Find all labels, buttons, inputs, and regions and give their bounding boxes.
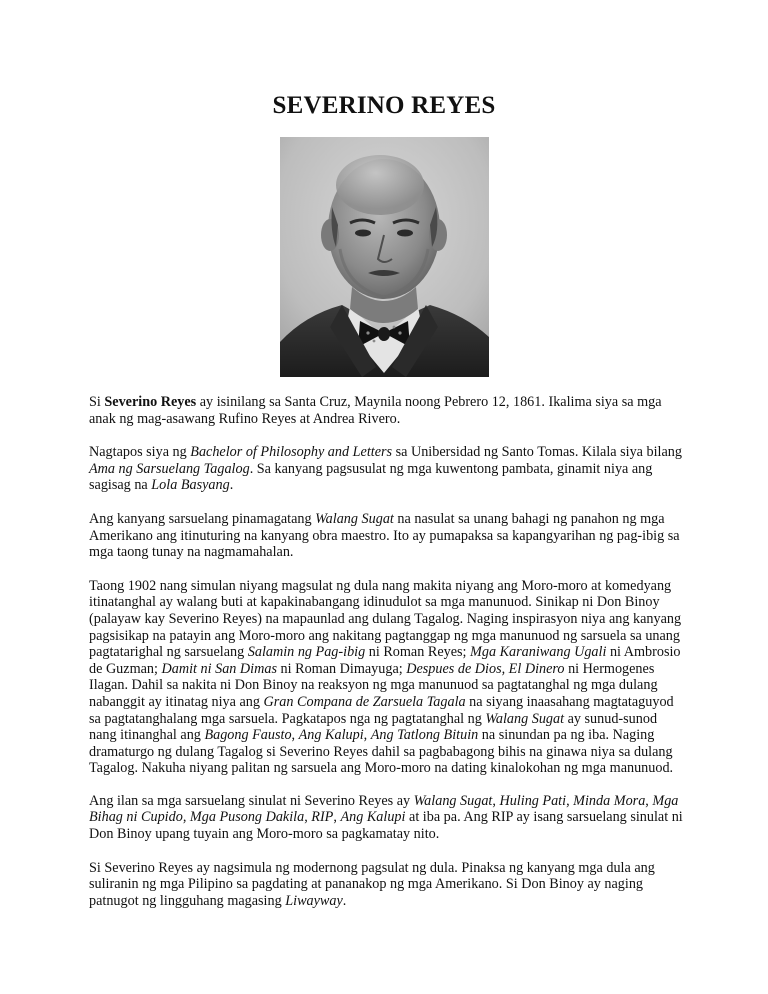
- text-run: Ang ilan sa mga sarsuelang sinulat ni Severino Reyes ay: [89, 792, 414, 809]
- article-body: [89, 394, 685, 926]
- italic-title: Minda Mora: [573, 792, 646, 809]
- italic-title: Despues de Dios, El Dinero: [406, 660, 565, 677]
- text-run: ni Roman Dimayuga;: [276, 660, 407, 677]
- paragraph-6: [89, 860, 685, 910]
- italic-title: Gran Compana de Zarsuela Tagala: [263, 693, 466, 710]
- text-run: na siyang inaasahang magtataguyod sa pagtatanghalang mga sarsuela. Pagkatapos nga ng pagtatanghal ng: [89, 693, 674, 727]
- text-run: ni Ambrosio de Guzman;: [89, 644, 681, 677]
- text-run: Nagtapos siya ng: [89, 444, 191, 461]
- text-run: na nasulat sa unang bahagi ng panahon ng mga Amerikano ang itinuturing na kanyang obra maestro. Ito ay pumapaksa sa kapangyarihan ng pag-ibig sa mga taong tunay na nagmamahalan.: [89, 510, 680, 561]
- document-title: SEVERINO REYES: [272, 92, 496, 119]
- text-run: ni Roman Reyes;: [365, 644, 471, 661]
- italic-title: Mga Bihag ni Cupido: [89, 792, 679, 826]
- italic-title: Huling Pati: [499, 792, 567, 809]
- paragraph-4: [89, 578, 685, 777]
- portrait-photo: [280, 137, 489, 377]
- italic-title: Damit ni San Dimas: [161, 660, 277, 677]
- italic-title: Ang Kalupi: [298, 727, 364, 744]
- text-run: ,: [291, 727, 299, 744]
- text-run: . Sa kanyang pagsusulat ng mga kuwentong pambata, ginamit niya ang sagisag na: [89, 460, 653, 494]
- text-run: Si Severino Reyes ay nagsimula ng modernong pagsulat ng dula. Pinaksa ng kanyang mga dula ang suliranin ng mga Pilipino sa pagdating at pananakop ng mga Amerikano. Si Don Binoy ay naging patnugot ng lingguhang magasing: [89, 859, 655, 909]
- text-run: ay sunud-sunod nang itinanghal ang: [89, 710, 658, 744]
- italic-title: Lola Basyang: [151, 477, 230, 494]
- italic-title: Salamin ng Pag-ibig: [247, 644, 366, 661]
- text-run: ,: [492, 792, 500, 809]
- bold-text: Severino Reyes: [104, 394, 197, 410]
- text-run: ,: [182, 809, 190, 826]
- text-run: ,: [566, 792, 574, 809]
- italic-title: Liwayway: [285, 892, 343, 909]
- text-run: ,: [645, 792, 653, 809]
- paragraph-3: [89, 511, 685, 561]
- text-run: ,: [304, 809, 312, 826]
- text-run: ,: [363, 727, 371, 744]
- text-run: ay isinilang sa Santa Cruz, Maynila noong Pebrero 12, 1861. Ikalima siya sa mga anak ng mag-asawang Rufino Reyes at Andrea Rivero.: [89, 394, 662, 427]
- text-run: at iba pa. Ang RIP ay isang sarsuelang sinulat ni Don Binoy upang tuyain ang Moro-moro sa pagkamatay nito.: [89, 809, 683, 843]
- italic-title: Ang Kalupi: [340, 809, 406, 826]
- italic-title: RIP: [311, 809, 334, 826]
- italic-title: Bachelor of Philosophy and Letters: [190, 444, 393, 461]
- paragraph-5: [89, 793, 685, 843]
- italic-title: Mga Karaniwang Ugali: [470, 644, 607, 661]
- italic-title: Walang Sugat: [485, 710, 565, 727]
- text-run: Si: [89, 394, 105, 410]
- text-run: na sinundan pa ng iba. Naging dramaturgo ng dulang Tagalog si Severino Reyes dahil sa pagbabagong bihis na ginawa niya sa dulang Tagalog. Nakuha niyang palitan ng sarsuela ang Moro-moro na dating kinalokohan ng mga manunuod.: [89, 727, 674, 777]
- paragraph-2: [89, 444, 685, 494]
- italic-title: Ang Tatlong Bituin: [370, 727, 479, 744]
- text-run: .: [229, 477, 234, 494]
- italic-title: Walang Sugat: [413, 792, 493, 809]
- text-run: .: [342, 892, 347, 909]
- text-run: Ang kanyang sarsuelang pinamagatang: [89, 510, 316, 527]
- text-run: ,: [333, 809, 341, 826]
- italic-title: Walang Sugat: [315, 510, 394, 527]
- text-run: ni Hermogenes Ilagan. Dahil sa nakita ni Don Binoy na reaksyon ng mga manunuod sa pagtatanghal ng mga dulang nabanggit ay itinatag niya ang: [89, 660, 658, 710]
- italic-title: Bagong Fausto: [204, 727, 292, 744]
- text-run: Taong 1902 nang simulan niyang magsulat ng dula nang makita niyang ang Moro-moro at komedyang itinatanghal ay walang buti at kapakinabangang idinudulot sa mga manunuod. Sinikap ni Don Binoy (palayaw kay Severino Reyes) na mapaunlad ang dulang Tagalog. Naging inspirasyon niya ang kanyang pagsisikap na patayin ang Moro-moro ang nakitang pagtanggap ng mga manunuod ng sarsuela sa unang pagtatarighal ng sarsuelang: [89, 577, 682, 661]
- text-run: sa Unibersidad ng Santo Tomas. Kilala siya bilang: [392, 444, 682, 461]
- italic-title: Mga Pusong Dakila: [189, 809, 305, 826]
- paragraph-1: [89, 394, 685, 427]
- italic-title: Ama ng Sarsuelang Tagalog: [89, 460, 250, 477]
